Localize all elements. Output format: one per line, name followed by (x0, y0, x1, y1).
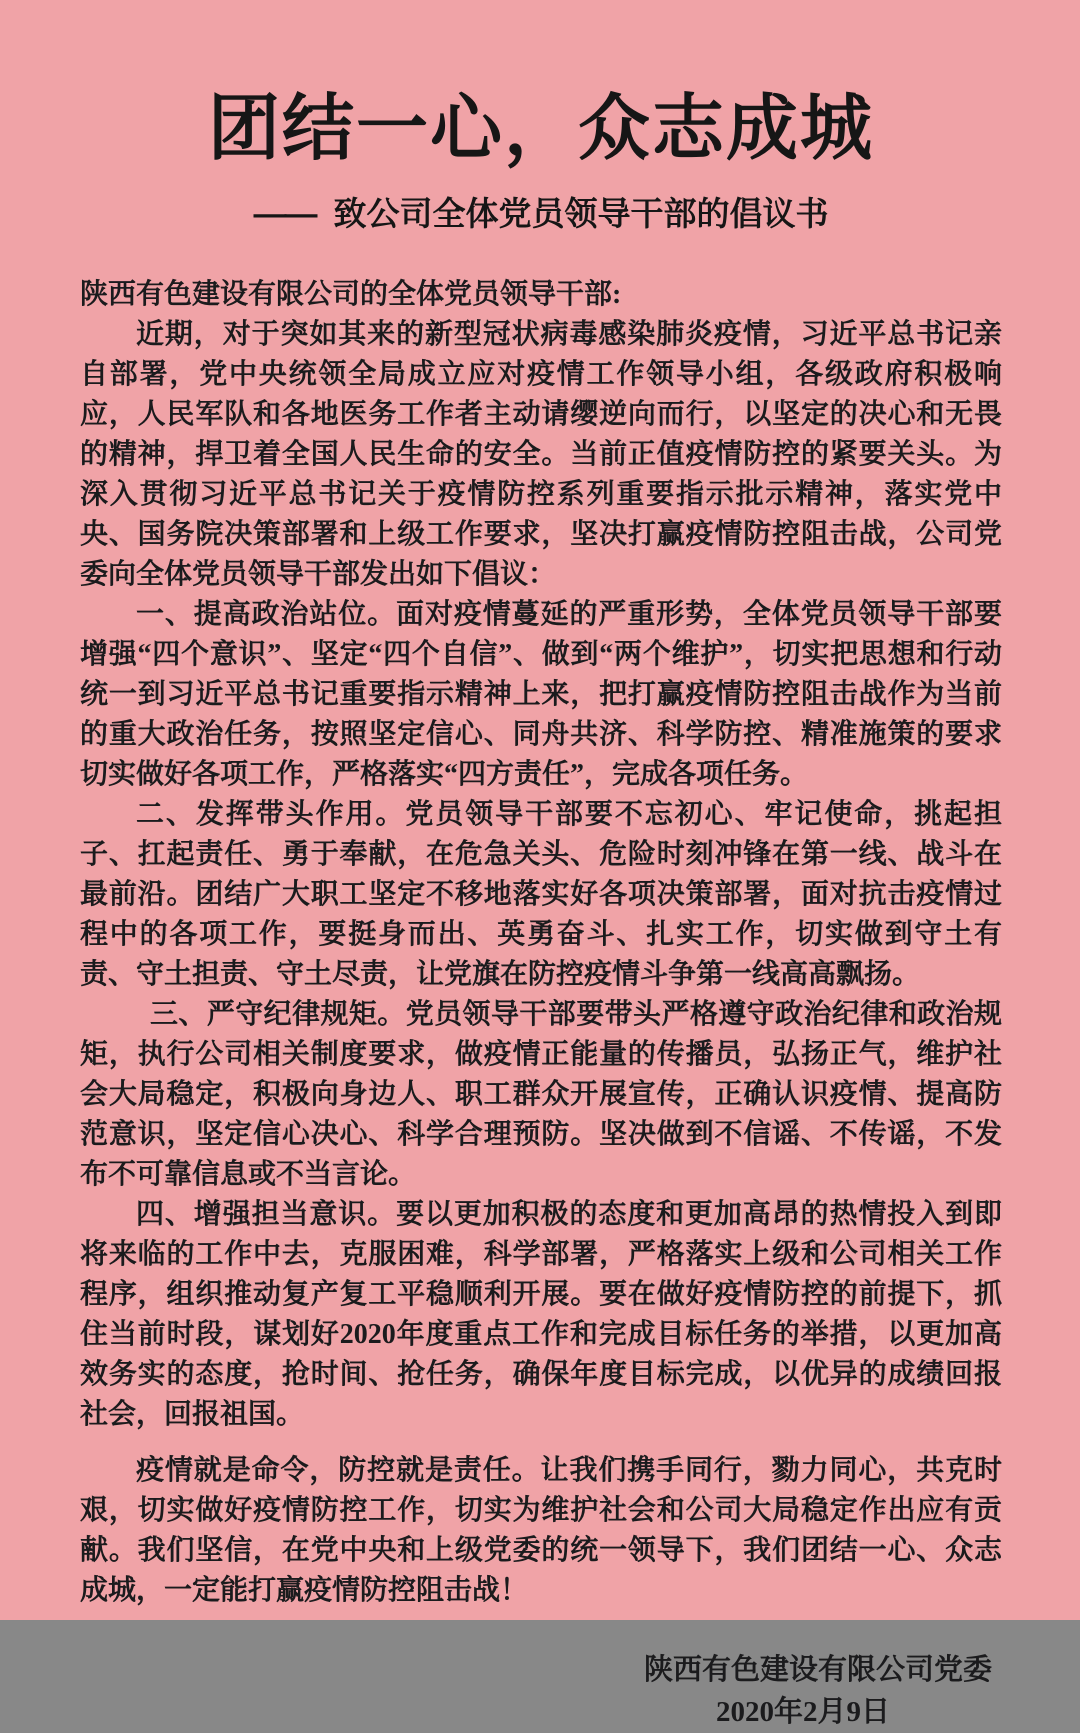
salutation: 陕西有色建设有限公司的全体党员领导干部: (80, 278, 622, 310)
letter-body (80, 275, 1002, 1733)
paragraph-item-2: 二、发挥带头作用。党员领导干部要不忘初心、牢记使命，挑起担子、扛起责任、勇于奉献，在危急关头、危险时刻冲锋在第一线、战斗在最前沿。团结广大职工坚定不移地落实好各项决策部署，面对抗击疫情过程中的各项工作，要挺身而出、英勇奋斗、扎实工作，切实做到守土有责、守土担责、守土尽责，让党旗在防控疫情斗争第一线高高飘扬。 (80, 798, 1002, 990)
subtitle-dash: —— (253, 194, 316, 232)
date-line: 2020年2月9日 (715, 1695, 890, 1728)
paragraph-intro: 近期，对于突如其来的新型冠状病毒感染肺炎疫情，习近平总书记亲自部署，党中央统领全局成立应对疫情工作领导小组，各级政府积极响应，人民军队和各地医务工作者主动请缨逆向而行，以坚定的决心和无畏的精神，捍卫着全国人民生命的安全。当前正值疫情防控的紧要关头。为深入贯彻习近平总书记关于疫情防控系列重要指示批示精神，落实党中央、国务院决策部署和上级工作要求，坚决打赢疫情防控阻击战，公司党委向全体党员领导干部发出如下倡议： (80, 318, 1002, 590)
page-subtitle (80, 188, 1002, 235)
paragraph-item-4: 四、增强担当意识。要以更加积极的态度和更加高昂的热情投入到即将来临的工作中去，克服困难，科学部署，严格落实上级和公司相关工作程序，组织推动复产复工平稳顺利开展。要在做好疫情防控的前提下，抓住当前时段，谋划好2020年度重点工作和完成目标任务的举措，以更加高效务实的态度，抢时间、抢任务，确保年度目标完成，以优异的成绩回报社会，回报祖国。 (80, 1198, 1002, 1430)
page-title: 团结一心，众志成城 (207, 89, 874, 169)
closing-paragraph: 疫情就是命令，防控就是责任。让我们携手同行，勠力同心，共克时艰，切实做好疫情防控工作，切实为维护社会和公司大局稳定作出应有贡献。我们坚信，在党中央和上级党委的统一领导下，我们团结一心、众志成城，一定能打赢疫情防控阻击战！ (80, 1454, 1002, 1606)
subtitle-text: 致公司全体党员领导干部的倡议书 (333, 194, 829, 232)
signature-line: 陕西有色建设有限公司党委 (643, 1653, 992, 1686)
paragraph-item-1: 一、提高政治站位。面对疫情蔓延的严重形势，全体党员领导干部要增强“四个意识”、坚定“四个自信”、做到“两个维护”，切实把思想和行动统一到习近平总书记重要指示精神上来，把打赢疫情防控阻击战作为当前的重大政治任务，按照坚定信心、同舟共济、科学防控、精准施策的要求切实做好各项工作，严格落实“四方责任”，完成各项任务。 (80, 598, 1002, 790)
paragraph-item-3: 三、严守纪律规矩。党员领导干部要带头严格遵守政治纪律和政治规矩，执行公司相关制度要求，做疫情正能量的传播员，弘扬正气，维护社会大局稳定，积极向身边人、职工群众开展宣传，正确认识疫情、提高防范意识，坚定信心决心、科学合理预防。坚决做到不信谣、不传谣，不发布不可靠信息或不当言论。 (80, 998, 1002, 1190)
